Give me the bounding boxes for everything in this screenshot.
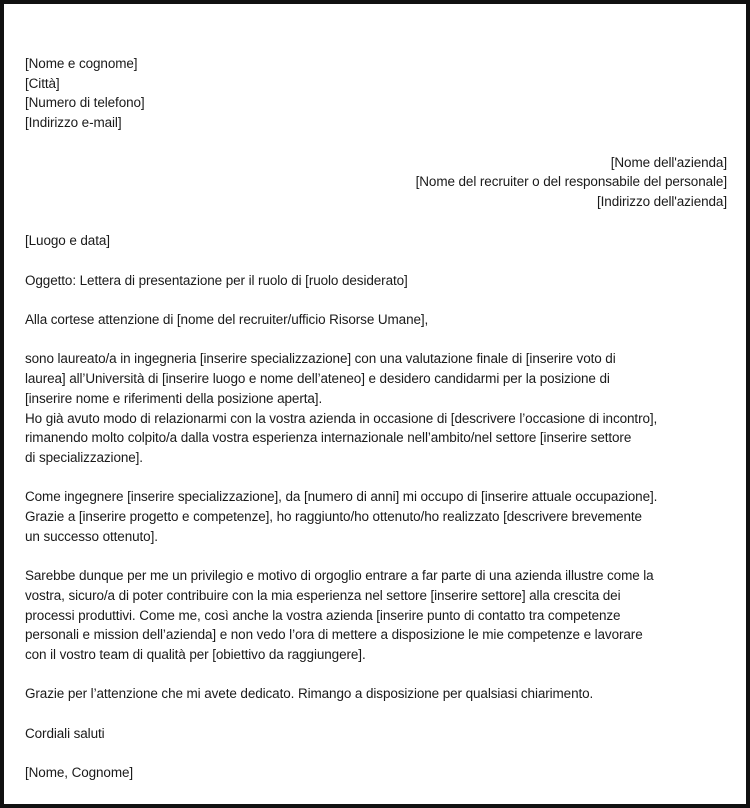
recipient-recruiter-line: [Nome del recruiter o del responsabile del personale] — [415, 174, 727, 190]
closing-thanks-line: Grazie per l’attenzione che mi avete dedicato. Rimango a disposizione per qualsiasi chiarimento. — [25, 686, 594, 702]
sender-email-line: [Indirizzo e-mail] — [25, 115, 122, 131]
paragraph-line: [inserire nome e riferimenti della posizione aperta]. — [25, 390, 323, 406]
paragraph-motivation — [25, 566, 727, 665]
paragraph-line: processi produttivi. Come me, così anche la vostra azienda [inserire punto di contatto tra competenze — [25, 607, 621, 623]
salutation-line: Alla cortese attenzione di [nome del recruiter/ufficio Risorse Umane], — [25, 312, 429, 328]
sender-name-line: [Nome e cognome] — [25, 56, 138, 71]
paragraph-line: rimanendo molto colpito/a dalla vostra esperienza internazionale nell’ambito/nel settore [inserire settore — [25, 430, 632, 446]
paragraph-line: Ho già avuto modo di relazionarmi con la vostra azienda in occasione di [descrivere l’occasione di incontro], — [25, 410, 658, 426]
paragraph-line: di specializzazione]. — [25, 449, 143, 465]
paragraph-line: laurea] all’Università di [inserire luogo e nome dell’ateneo] e desidero candidarmi per la posizione di — [25, 371, 610, 387]
recipient-block — [25, 153, 727, 212]
place-date-line: [Luogo e data] — [25, 233, 110, 249]
paragraph-line: un successo ottenuto]. — [25, 528, 158, 544]
paragraph-line: Grazie a [inserire progetto e competenze], ho raggiunto/ho ottenuto/ho realizzato [descrivere brevemente — [25, 509, 642, 525]
paragraph-line: Come ingegnere [inserire specializzazione], da [numero di anni] mi occupo di [inserire attuale occupazione]. — [25, 489, 658, 505]
recipient-company-line: [Nome dell'azienda] — [610, 154, 727, 170]
sender-city-line: [Città] — [25, 75, 60, 91]
sign-off-line: Cordiali saluti — [25, 725, 105, 741]
signature-line: [Nome, Cognome] — [25, 765, 134, 781]
paragraph-line: sono laureato/a in ingegneria [inserire specializzazione] con una valutazione finale di [inserire voto di — [25, 351, 616, 367]
recipient-address-line: [Indirizzo dell'azienda] — [596, 193, 727, 209]
sender-phone-line: [Numero di telefono] — [25, 95, 145, 111]
paragraph-line: personali e mission dell’azienda] e non vedo l’ora di mettere a disposizione le mie competenze e lavorare — [25, 627, 643, 643]
paragraph-line: vostra, sicuro/a di poter contribuire con la mia esperienza nel settore [inserire settore] alla crescita dei — [25, 587, 621, 603]
sender-block — [25, 54, 727, 133]
paragraph-line: con il vostro team di qualità per [obiettivo da raggiungere]. — [25, 646, 366, 662]
subject-line: Oggetto: Lettera di presentazione per il ruolo di [ruolo desiderato] — [25, 272, 408, 288]
paragraph-experience — [25, 487, 727, 546]
paragraph-line: Sarebbe dunque per me un privilegio e motivo di orgoglio entrare a far parte di una azienda illustre come la — [25, 568, 654, 584]
paragraph-introduction — [25, 349, 727, 467]
